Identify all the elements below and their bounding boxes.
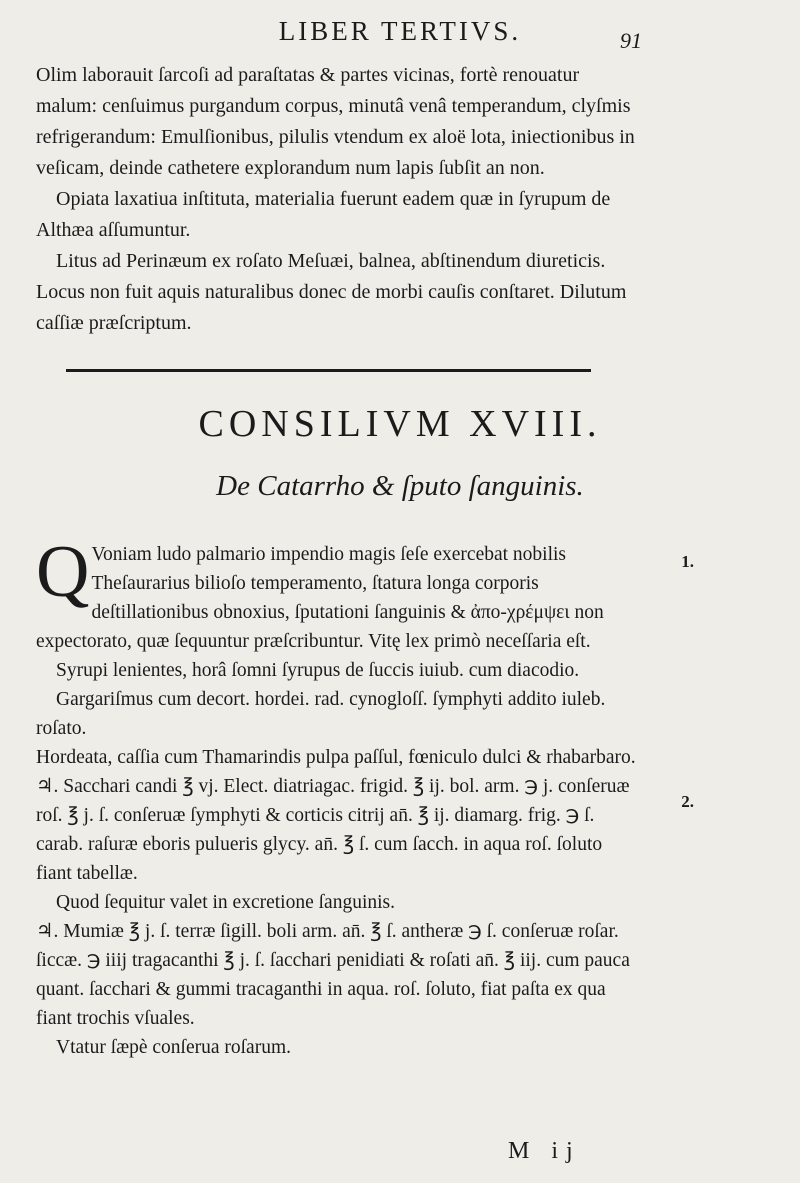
intro-paragraph-2: Opiata laxatiua inſtituta, materialia fuerunt eadem quæ in ſyrupum de Althæa aſſumuntur.	[36, 188, 611, 241]
section-title: CONSILIVM XVIII.	[198, 403, 602, 445]
body-paragraph-7: ♃. Mumiæ ℥ j. ſ. terræ ſigill. boli arm. an̄. ℥ ſ. antheræ ℈ ſ. conſeruæ roſar. ſiccæ. ℈ iiij tragacanthi ℥ j. ſ. ſacchari penidiati & roſati an̄. ℥ iij. cum pauca quant. ſacchari & gummi tracaganthi in aqua. roſ. ſoluto, fiat paſta ex qua fiant trochis vſuales.	[36, 921, 630, 1029]
page-number: 91	[620, 28, 642, 53]
body-paragraph-1	[36, 531, 640, 656]
section-divider	[66, 369, 591, 372]
section-body	[36, 531, 640, 1062]
body-paragraph-8: Vtatur ſæpè conſerua roſarum.	[56, 1037, 291, 1058]
section-subtitle: De Catarrho & ſputo ſanguinis.	[216, 470, 584, 502]
margin-note-1: 1.	[681, 552, 694, 571]
body-paragraph-2: Syrupi lenientes, horâ ſomni ſyrupus de ſuccis iuiub. cum diacodio.	[56, 660, 580, 681]
body-paragraph-3: Gargariſmus cum decort. hordei. rad. cynogloſſ. ſymphyti addito iuleb. roſato.	[36, 689, 606, 739]
body-paragraph-6: Quod ſequitur valet in excretione ſanguinis.	[56, 892, 395, 913]
intro-paragraph-1: Olim laborauit ſarcoſi ad paraſtatas & partes vicinas, fortè renouatur malum: cenſuimus purgandum corpus, minutâ venâ temperandum, clyſmis refrigerandum: Emulſionibus, pilulis vtendum ex aloë lota, iniectionibus in veſicam, deinde cathetere explorandum num lapis ſubſit an non.	[36, 64, 635, 179]
running-head: LIBER TERTIVS.	[278, 16, 522, 46]
drop-cap: Q	[36, 531, 90, 613]
body-paragraph-5: ♃. Sacchari candi ℥ vj. Elect. diatriagac. frigid. ℥ ij. bol. arm. ℈ j. conſeruæ roſ. ℥ j. ſ. conſeruæ ſymphyti & corticis citrij an̄. ℥ ij. diamarg. frig. ℈ ſ. carab. raſuræ eboris pulueris glycy. an̄. ℥ ſ. cum ſacch. in aqua roſ. ſoluto fiant tabellæ.	[36, 776, 630, 884]
margin-note-2: 2.	[681, 792, 694, 811]
signature-mark: M ij	[508, 1138, 581, 1164]
body-paragraph-1-text: Voniam ludo palmario impendio magis ſeſe exercebat nobilis Theſaurarius bilioſo temperamento, ſtatura longa corporis deſtillationibus obnoxius, ſputationi ſanguinis & ἀπο-χρέμψει non expectorato, quæ ſequuntur præſcribuntur. Vitę lex primò neceſſaria eſt.	[36, 544, 604, 652]
body-paragraph-4: Hordeata, caſſia cum Thamarindis pulpa paſſul, fœniculo dulci & rhabarbaro.	[36, 747, 636, 768]
intro-paragraph-3: Litus ad Perinæum ex roſato Meſuæi, balnea, abſtinendum diureticis. Locus non fuit aquis naturalibus donec de morbi cauſis conſtaret. Dilutum caſſiæ præſcriptum.	[36, 250, 627, 334]
intro-text	[36, 60, 644, 339]
